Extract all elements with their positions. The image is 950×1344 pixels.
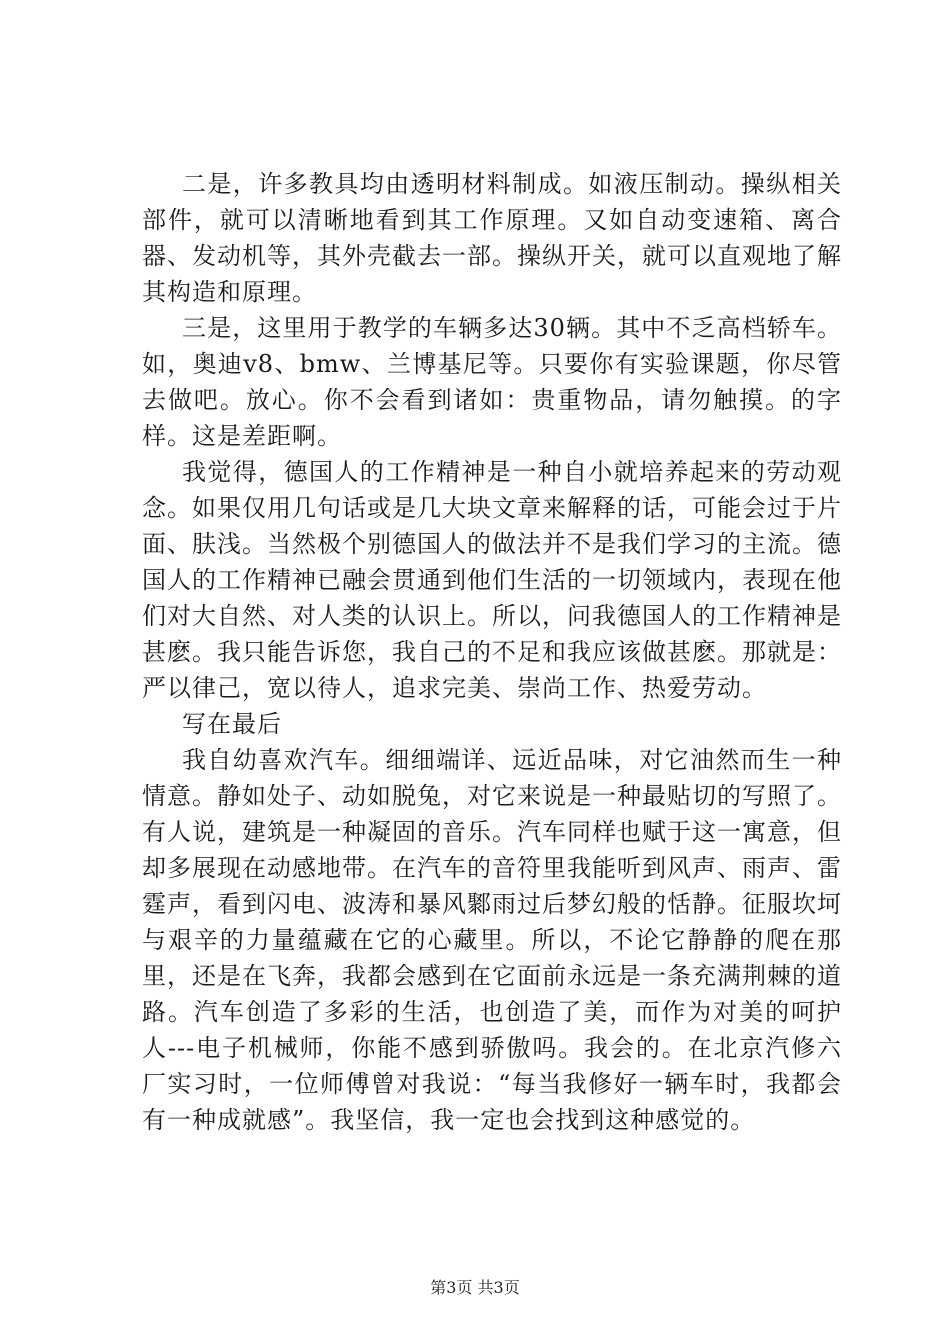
page-number-footer: 第3页 共3页 bbox=[430, 1278, 520, 1297]
paragraph-german-work-spirit: 我觉得，德国人的工作精神是一种自小就培养起来的劳动观念。如果仅用几句话或是几大块文章来解释的话，可能会过于片面、肤浅。当然极个别德国人的做法并不是我们学习的主流。德国人的工作精神已融会贯通到他们生活的一切领域内，表现在他们对大自然、对人类的认识上。所以，问我德国人的工作精神是甚麽。我只能告诉您，我自己的不足和我应该做甚麽。那就是：严以律己，宽以待人，追求完美、崇尚工作、热爱劳动。 bbox=[142, 458, 842, 702]
paragraph-teaching-aids: 二是，许多教具均由透明材料制成。如液压制动。操纵相关部件，就可以清晰地看到其工作原理。又如自动变速箱、离合器、发动机等，其外壳截去一部。操纵开关，就可以直观地了解其构造和原理。 bbox=[142, 170, 842, 306]
section-heading-closing: 写在最后 bbox=[182, 710, 282, 738]
document-body bbox=[142, 166, 842, 1138]
paragraph-love-of-cars: 我自幼喜欢汽车。细细端详、远近品味，对它油然而生一种情意。静如处子、动如脱兔，对它来说是一种最贴切的写照了。有人说，建筑是一种凝固的音乐。汽车同样也赋于这一寓意，但却多展现在动感地带。在汽车的音符里我能听到风声、雨声、雷霆声，看到闪电、波涛和暴风鄹雨过后梦幻般的恬静。征服坎坷与艰辛的力量蕴藏在它的心藏里。所以，不论它静静的爬在那里，还是在飞奔，我都会感到在它面前永远是一条充满荆棘的道路。汽车创造了多彩的生活，也创造了美，而作为对美的呵护人---电子机械师，你能不感到骄傲吗。我会的。在北京汽修六厂实习时，一位师傅曾对我说：“每当我修好一辆车时，我都会有一种成就感”。我坚信，我一定也会找到这种感觉的。 bbox=[142, 746, 842, 1134]
paragraph-teaching-vehicles: 三是，这里用于教学的车辆多达30辆。其中不乏高档轿车。如，奥迪v8、bmw、兰博基尼等。只要你有实验课题，你尽管去做吧。放心。你不会看到诸如：贵重物品，请勿触摸。的字样。这是差距啊。 bbox=[142, 314, 842, 450]
